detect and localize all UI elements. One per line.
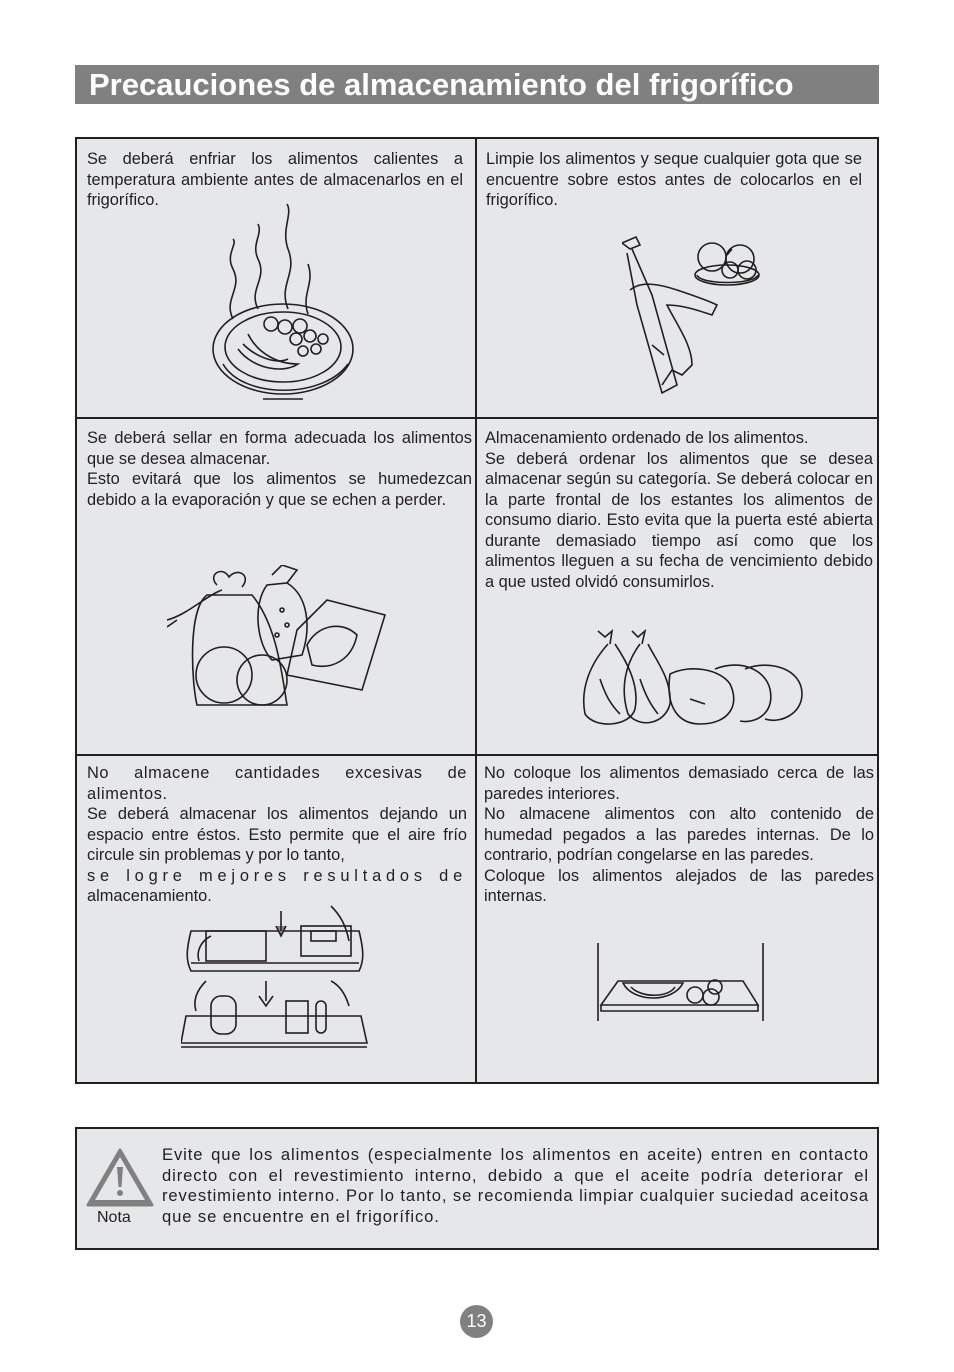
air-circulation-shelves-icon	[181, 901, 369, 1051]
title-bar	[75, 65, 879, 104]
precaution-text: Esto evitará que los alimentos se humedezcan debido a la evaporación y que se echen a perder.	[87, 470, 472, 509]
precaution-text: Almacenamiento ordenado de los alimentos.	[485, 429, 809, 447]
warning-triangle-icon	[85, 1147, 155, 1214]
precaution-text: Limpie los alimentos y seque cualquier gota que se encuentre sobre estos antes de colocarlos en el frigorífico.	[486, 150, 862, 209]
grid-divider-row-2	[77, 754, 877, 756]
precaution-text: Se deberá almacenar los alimentos dejando un espacio entre éstos. Esto permite que el aire frío circule sin problemas y por lo tanto,	[87, 805, 467, 864]
precaution-cell-walls	[484, 763, 874, 907]
precaution-text: almacenamiento.	[87, 887, 212, 905]
sealed-food-bags-icon	[167, 565, 387, 710]
grid-divider-vertical	[475, 139, 477, 1082]
note-label: Nota	[97, 1209, 131, 1226]
page-number: 13	[460, 1305, 493, 1338]
precaution-text: No almacene alimentos con alto contenido de humedad pegados a las paredes internas. De lo contrario, podrían congelarse en las paredes.	[484, 805, 874, 864]
precaution-text: Se deberá sellar en forma adecuada los alimentos que se desea almacenar.	[87, 429, 472, 468]
precaution-cell-orderly-storage	[485, 428, 873, 592]
precaution-text: Coloque los alimentos alejados de las paredes internas.	[484, 866, 874, 905]
hot-food-bowl-icon	[203, 199, 363, 414]
precaution-cell-spacing	[87, 763, 467, 907]
precaution-text: Se deberá ordenar los alimentos que se desea almacenar según su categoría. Se deberá colocar en la parte frontal de los estantes los alimentos de consumo diario. Esto evita que la puerta esté abierta durante demasiado tiempo así como que los alimentos lleguen a su fecha de vencimiento debido a que usted olvidó consumirlos.	[485, 449, 873, 591]
precaution-text: Se deberá enfriar los alimentos calientes a temperatura ambiente antes de almacenarlos en el frigorífico.	[87, 150, 463, 209]
precautions-grid	[75, 137, 879, 1084]
precaution-text: se logre mejores resultados de	[87, 866, 467, 885]
precaution-text: No almacene cantidades excesivas de alimentos.	[87, 764, 467, 803]
fridge-shelf-icon	[593, 943, 768, 1023]
grid-divider-row-1	[77, 417, 877, 419]
page-title: Precauciones de almacenamiento del frigorífico	[89, 67, 794, 102]
precaution-text: No coloque los alimentos demasiado cerca de las paredes interiores.	[484, 764, 874, 803]
bottle-and-fruit-icon	[622, 235, 762, 405]
wrapped-food-icon	[580, 629, 805, 729]
precaution-cell-dry-food	[486, 149, 862, 211]
note-text: Evite que los alimentos (especialmente los alimentos en aceite) entren en contacto directo con el revestimiento interno, debido a que el aceite podría deteriorar el revestimiento interno. Por lo tanto, se recomienda limpiar cualquier suciedad aceitosa que se encuentre en el frigorífico.	[162, 1145, 869, 1226]
precaution-cell-seal-food	[87, 428, 472, 510]
note-box	[75, 1127, 879, 1250]
